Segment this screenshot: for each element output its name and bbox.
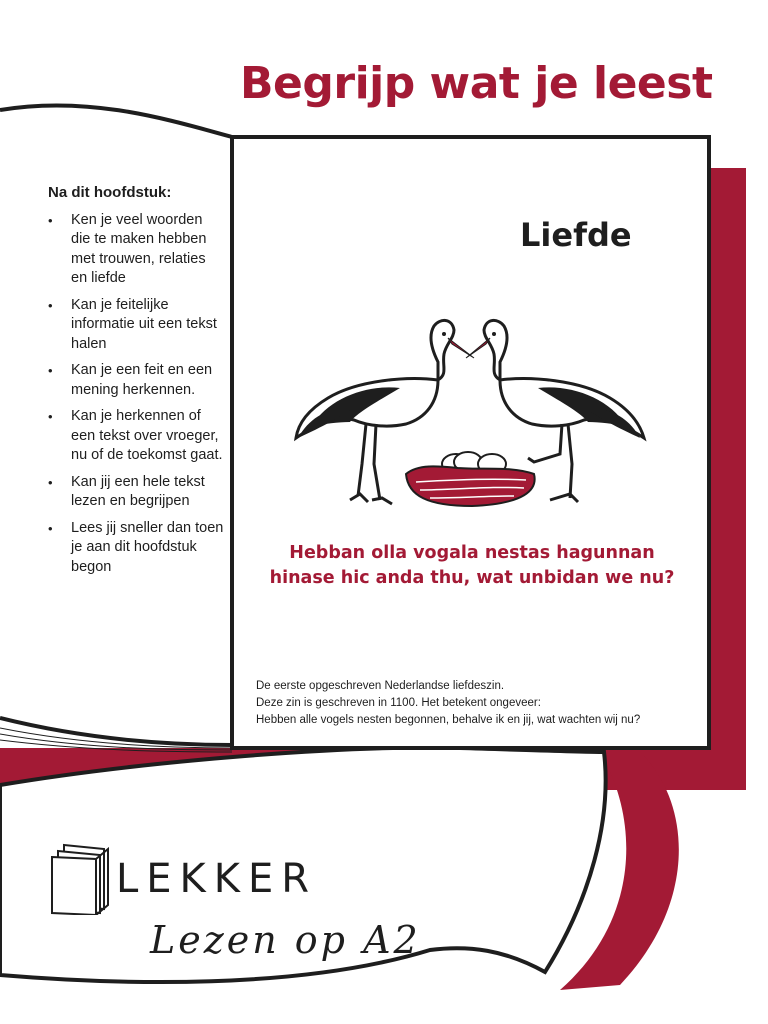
- quote-line: Hebban olla vogala nestas hagunnan: [289, 543, 655, 563]
- page-curve-bottom: [0, 718, 232, 745]
- quote-explanation: [256, 678, 706, 729]
- chapter-title: Liefde: [520, 216, 632, 254]
- red-shadow-block: [708, 168, 746, 790]
- nest-icon: [406, 452, 535, 506]
- page-curve-top: [0, 105, 232, 137]
- list-item: • Kan je feitelijke informatie uit een tekst halen: [48, 296, 224, 355]
- learning-goals-list: [48, 211, 224, 578]
- list-item: • Ken je veel woorden die te maken hebben met trouwen, relaties en liefde: [48, 211, 224, 289]
- note-line: Hebben alle vogels nesten begonnen, behalve ik en jij, wat wachten wij nu?: [256, 714, 641, 726]
- learning-goals: [48, 183, 224, 584]
- quote-line: hinase hic anda thu, wat unbidan we nu?: [269, 568, 675, 588]
- old-dutch-quote: [250, 541, 694, 591]
- brand-name: LEKKER: [116, 856, 318, 902]
- list-item: • Kan jij een hele tekst lezen en begrijpen: [48, 473, 224, 512]
- page-title: Begrijp wat je leest: [240, 58, 713, 109]
- note-line: De eerste opgeschreven Nederlandse liefdeszin.: [256, 680, 505, 692]
- two-storks-with-nest-icon: [288, 314, 650, 514]
- learning-goals-heading: Na dit hoofdstuk:: [48, 184, 172, 201]
- brand-subtitle: Lezen op A2: [150, 918, 421, 962]
- list-item: • Lees jij sneller dan toen je aan dit hoofdstuk begon: [48, 519, 224, 578]
- list-item: • Kan je herkennen of een tekst over vroeger, nu of de toekomst gaat.: [48, 407, 224, 466]
- list-item: • Kan je een feit en een mening herkennen.: [48, 361, 224, 400]
- note-line: Deze zin is geschreven in 1100. Het betekent ongeveer:: [256, 697, 541, 709]
